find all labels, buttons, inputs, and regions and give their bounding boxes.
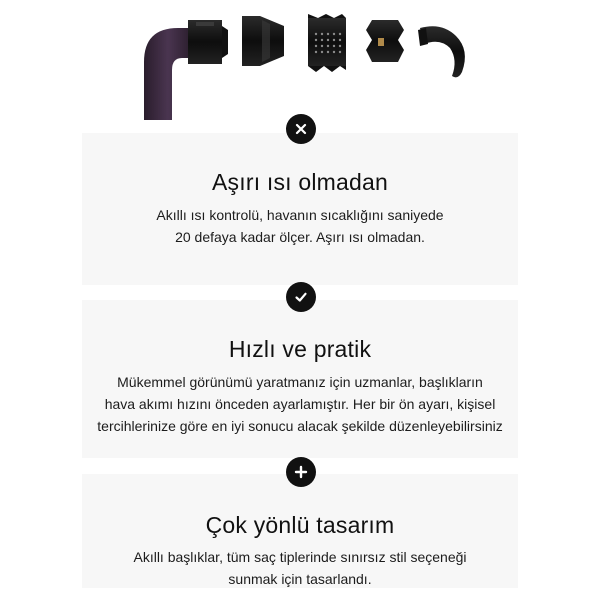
- feature-title: Aşırı ısı olmadan: [212, 169, 388, 195]
- feature-description: [72, 204, 528, 248]
- feature-description-line: 20 defaya kadar ölçer. Aşırı ısı olmadan.: [175, 229, 425, 245]
- feature-description-line: hava akımı hızını önceden ayarlamıştır. Her bir ön ayarı, kişisel: [104, 396, 496, 412]
- feature-description-line: Mükemmel görünümü yaratmanız için uzmanlar, başlıkların: [117, 374, 483, 390]
- feature-description-line: tercihlerinize göre en iyi sonucu alacak şekilde düzenleyebilirsiniz: [97, 418, 503, 434]
- feature-description-line: Akıllı başlıklar, tüm saç tiplerinde sınırsız stil seçeneği: [133, 549, 467, 565]
- feature-description: [72, 546, 528, 590]
- feature-description-line: Akıllı ısı kontrolü, havanın sıcaklığını saniyede: [156, 207, 444, 223]
- check-icon: [286, 282, 316, 312]
- feature-card-fast-practical: [82, 300, 518, 458]
- feature-description: [72, 371, 528, 437]
- hair-dryer-attachments-image: [0, 0, 600, 120]
- close-icon: [286, 114, 316, 144]
- feature-title: Hızlı ve pratik: [228, 336, 372, 362]
- feature-description-line: sunmak için tasarlandı.: [228, 571, 372, 587]
- feature-card-versatile-design: [82, 474, 518, 588]
- feature-card-no-extreme-heat: [82, 133, 518, 285]
- plus-icon: [286, 457, 316, 487]
- feature-title: Çok yönlü tasarım: [205, 512, 395, 538]
